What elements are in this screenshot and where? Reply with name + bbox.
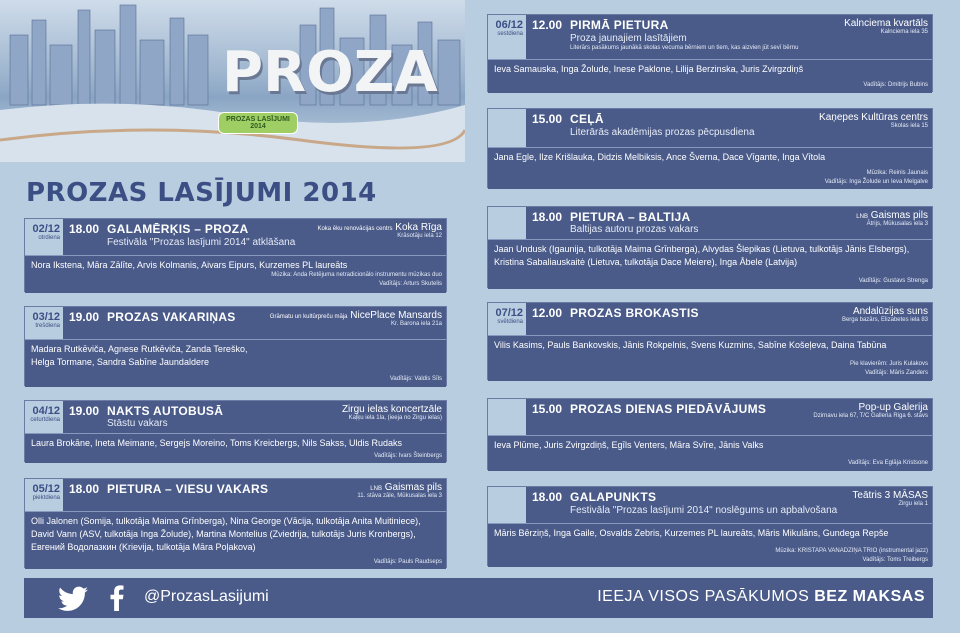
event-credits: Vadītājs: Valdis Sīls (389, 376, 442, 382)
free-entry-notice: IEEJA VISOS PASĀKUMOS BEZ MAKSAS (597, 588, 925, 605)
event-card (24, 218, 447, 292)
event-title: PIETURA – VIESU VAKARS (107, 482, 269, 496)
event-time: 18.00 (69, 222, 100, 236)
event-subtitle: Stāstu vakars (107, 418, 168, 429)
event-venue: Andalūzijas suns Berga bazārs, Elizabetes iela 83 (841, 306, 928, 323)
event-credits: Vadītājs: Dmitrijs Bubins (863, 82, 928, 88)
event-title: PROZAS VAKARIŅAS (107, 310, 236, 324)
event-participants: Vilis Kasims, Pauls Bankovskis, Jānis Rokpelnis, Svens Kuzmins, Sabīne Košeļeva, Daina Tabūna (488, 335, 932, 381)
event-participants: Nora Ikstena, Māra Zālīte, Arvis Kolmanis, Aivars Eipurs, Kurzemes PL laureāts (25, 255, 446, 293)
event-participants: Ieva Plūme, Juris Zvirgzdiņš, Egīls Venters, Māra Svīre, Jānis Valks (488, 435, 932, 471)
event-venue: Pop-up Galerija Dzirnavu iela 67, T/C Galleria Riga 6. stāvs (813, 402, 928, 419)
weekday-label: otrdiena (38, 235, 60, 241)
event-participants: Olli Jalonen (Somija, tulkotāja Maima Grīnberga), Nina George (Vācija, tulkotāja Anita Muitiniece), David Vann (ASV, tulkotāja Inga Žolude), Martina Montelius (Zviedrija, tulkotājs Juris Kronbergs), Евгений Водолазкин (Krievija, tulkotāja Māra Poļakova) (25, 511, 446, 569)
event-title: GALAMĒRĶIS – PROZA (107, 222, 249, 236)
event-date: 04/12 ceturtdiena (25, 401, 63, 433)
event-credits: Vadītājs: Pauls Raudseps (373, 559, 442, 565)
event-time: 19.00 (69, 404, 100, 418)
event-card (487, 108, 933, 188)
event-date (25, 219, 63, 255)
event-title: CEĻĀ (570, 112, 604, 126)
event-time: 18.00 (532, 210, 563, 224)
event-date (488, 207, 526, 239)
event-date: 07/12 svētdiena (488, 303, 526, 335)
event-description: Literārs pasākums jaunākā skolas vecuma bērniem un tiem, kas aizvien jūt sevī bērnu (570, 45, 799, 51)
event-card (24, 478, 447, 568)
event-date: 05/12 piektdiena (25, 479, 63, 511)
event-card (487, 302, 933, 380)
event-venue: Teātris 3 MĀSAS Zirgu iela 1 (852, 490, 928, 507)
event-participants: Jaan Undusk (Igaunija, tulkotāja Maima Grīnberga), Alvydas Šlepikas (Lietuva, tulkotājs Jānis Elsbergs), Kristina Sabaliauskaitė (Lietuva, tulkotāja Dace Meiere), Inga Ābele (Latvija) (488, 239, 932, 289)
event-card (487, 486, 933, 566)
event-card (24, 306, 447, 386)
twitter-icon[interactable] (58, 586, 88, 612)
event-date (488, 399, 526, 435)
event-credits: Vadītājs: Gustavs Strenga (858, 278, 928, 284)
event-subtitle: Festivāla "Prozas lasījumi 2014" noslēgums un apbalvošana (570, 505, 838, 516)
event-date (488, 109, 526, 147)
event-time: 15.00 (532, 402, 563, 416)
event-credits: Mūzika: Anda Retējuma netradicionālo instrumentu mūzikas duo Vadītājs: Arturs Skutelis (271, 272, 442, 287)
event-date (488, 487, 526, 523)
event-venue: LNB Gaismas pils 11. stāva zāle, Mūkusalas iela 3 (357, 482, 442, 499)
event-card (24, 400, 447, 462)
event-participants: Ieva Samauska, Inga Žolude, Inese Paklone, Lilija Berzinska, Juris Zvirgzdiņš (488, 59, 932, 93)
event-title: PROZAS BROKASTIS (570, 306, 699, 320)
page-title: PROZAS LASĪJUMI 2014 (26, 178, 377, 208)
event-date: 06/12 sestdiena (488, 15, 526, 59)
event-title: PIRMĀ PIETURA (570, 18, 669, 32)
event-venue: Zirgu ielas koncertzāle Kaļķu iela 1la, (ieeja no Zirgu ielas) (341, 404, 442, 421)
event-card (487, 14, 933, 92)
event-venue: LNB Gaismas pils Ātrijs, Mūkusalas iela 3 (856, 210, 928, 227)
date-label: 02/12 (32, 223, 60, 235)
event-subtitle: Proza jaunajiem lasītājiem (570, 33, 687, 44)
event-subtitle: Baltijas autoru prozas vakars (570, 224, 699, 235)
event-credits: Vadītājs: Eva Eglāja Kristsone (848, 460, 928, 466)
event-time: 15.00 (532, 112, 563, 126)
facebook-icon[interactable] (110, 585, 124, 611)
event-venue: Kalnciema kvartāls Kalnciema iela 35 (844, 18, 928, 35)
event-participants: Jana Egle, Ilze Krišlauka, Didzis Melbiksis, Ance Šverna, Dace Vīgante, Inga Vītola (488, 147, 932, 189)
event-subtitle: Festivāla "Prozas lasījumi 2014" atklāšana (107, 237, 296, 248)
festival-badge: PROZAS LASĪJUMI 2014 (218, 112, 298, 134)
event-venue: Koka ēku renovācijas centrs Koka Rīga Krāsotāju iela 12 (317, 222, 442, 239)
event-venue: Kaņepes Kultūras centrs Skolas iela 15 (819, 112, 928, 129)
event-card (487, 206, 933, 288)
event-credits: Vadītājs: Ivars Šteinbergs (374, 453, 442, 459)
event-title: PROZAS DIENAS PIEDĀVĀJUMS (570, 402, 767, 416)
event-credits: Mūzika: Reinis Jaunais Vadītājs: Inga Žolude un Ieva Melgalve (824, 170, 928, 185)
hero-banner (0, 0, 465, 162)
event-title: GALAPUNKTS (570, 490, 657, 504)
event-title: PIETURA – BALTIJA (570, 210, 691, 224)
event-subtitle: Literārās akadēmijas prozas pēcpusdiena (570, 127, 755, 138)
event-time: 18.00 (69, 482, 100, 496)
event-time: 12.00 (532, 18, 563, 32)
footer-bar (24, 578, 933, 618)
event-time: 18.00 (532, 490, 563, 504)
event-participants: Māris Bērziņš, Inga Gaile, Osvalds Zebris, Kurzemes PL laureāts, Māris Mikulāns, Gundega Repše (488, 523, 932, 567)
event-card (487, 398, 933, 470)
event-credits: Mūzika: KRISTAPA VANADZIŅA TRIO (instrumental jazz) Vadītājs: Toms Treibergs (775, 548, 928, 563)
event-venue: Grāmatu un kultūrpreču māja NicePlace Mansards Kr. Barona iela 21a (269, 310, 442, 327)
event-title: NAKTS AUTOBUSĀ (107, 404, 224, 418)
event-time: 12.00 (532, 306, 563, 320)
event-participants: Laura Brokāne, Ineta Meimane, Sergejs Moreino, Toms Kreicbergs, Nils Sakss, Uldis Rudaks (25, 433, 446, 463)
proza-logo: PROZA (222, 40, 438, 105)
event-date: 03/12 trešdiena (25, 307, 63, 339)
event-participants: Madara Rutkēviča, Agnese Rutkēviča, Zanda Tereško, Helga Tormane, Sandra Sabīne Jaundaldere (25, 339, 446, 387)
event-credits: Pie klavierēm: Juris Kulakovs Vadītājs: Māris Zanders (849, 361, 928, 376)
social-handle[interactable]: @ProzasLasijumi (144, 588, 269, 605)
event-time: 19.00 (69, 310, 100, 324)
